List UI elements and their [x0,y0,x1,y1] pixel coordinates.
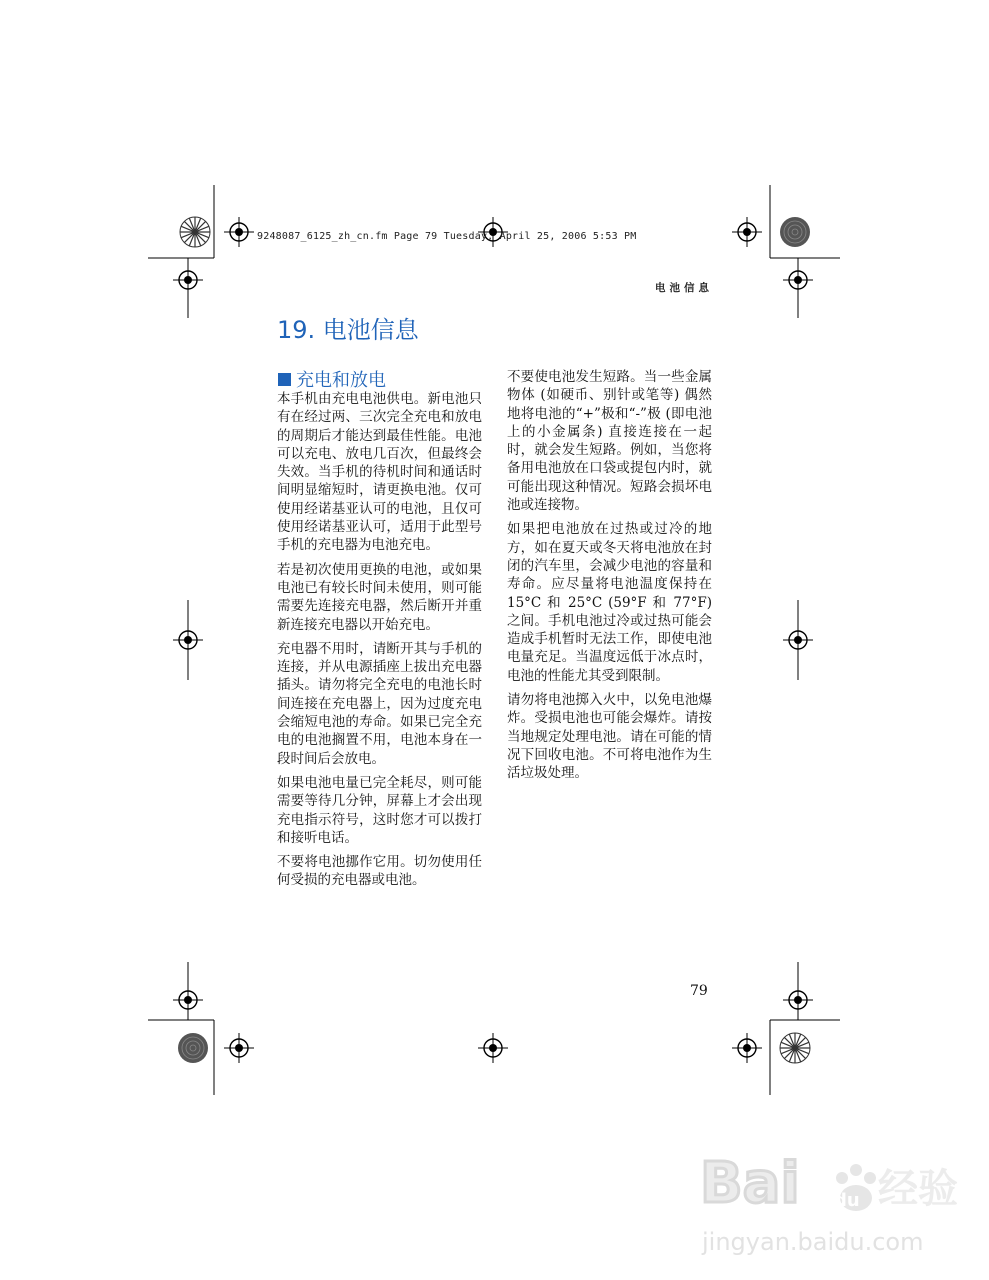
paragraph: 充电器不用时，请断开其与手机的连接，并从电源插座上拔出充电器插头。请勿将完全充电的电池长时间连接在充电器上，因为过度充电会缩短电池的寿命。如果已完全充电的电池搁置不用，电池本身在一段时间后会放电。 [277,640,482,767]
svg-text:Bai: Bai [700,1151,800,1216]
section-heading [278,366,386,392]
svg-text:经验: 经验 [878,1166,958,1212]
paragraph: 若是初次使用更换的电池，或如果电池已有较长时间未使用，则可能需要先连接充电器，然后断开并重新连接充电器以开始充电。 [277,561,482,633]
paragraph: 不要使电池发生短路。当一些金属物体 (如硬币、别针或笔等) 偶然地将电池的“+”极和“-”极 (即电池上的小金属条) 直接连接在一起时，就会发生短路。例如，当您将备用电池放在口袋或提包内时，就可能出现这种情况。短路会损坏电池或连接物。 [507,369,712,514]
svg-text:jingyan.baidu.com: jingyan.baidu.com [702,1228,924,1256]
page-number: 79 [690,983,708,999]
paragraph: 请勿将电池掷入火中，以免电池爆炸。受损电池也可能会爆炸。请按当地规定处理电池。请在可能的情况下回收电池。不可将电池作为生活垃圾处理。 [507,692,712,782]
paragraph: 不要将电池挪作它用。切勿使用任何受损的充电器或电池。 [277,854,482,889]
right-column [507,368,712,789]
paragraph: 如果把电池放在过热或过冷的地方，如在夏天或冬天将电池放在封闭的汽车里，会减少电池的容量和寿命。应尽量将电池温度保持在 15°C 和 25°C (59°F 和 77°F) 之间。手机电池过冷或过热可能会造成手机暂时无法工作，即使电池电量充足。当温度远低于冰点时，电池的性能尤其受到限制。 [507,521,712,684]
section-heading-text: 充电和放电 [296,370,386,391]
running-header: 电池信息 [655,282,713,294]
paragraph: 本手机由充电电池供电。新电池只有在经过两、三次完全充电和放电的周期后才能达到最佳性能。电池可以充电、放电几百次，但最终会失效。当手机的待机时间和通话时间明显缩短时，请更换电池。仅可使用经诺基亚认可的电池，且仅可使用经诺基亚认可，适用于此型号手机的充电器为电池充电。 [277,391,482,554]
baidu-jingyan-watermark [700,1140,970,1270]
paragraph: 如果电池电量已完全耗尽，则可能需要等待几分钟，屏幕上才会出现充电指示符号，这时您才可以拨打和接听电话。 [277,774,482,846]
left-column [277,390,482,896]
print-info-line: 9248087_6125_zh_cn.fm Page 79 Tuesday, April 25, 2006 5:53 PM [257,231,637,242]
chapter-title: 19. 电池信息 [277,316,419,344]
svg-text:du: du [834,1190,860,1211]
square-bullet-icon [278,373,291,386]
